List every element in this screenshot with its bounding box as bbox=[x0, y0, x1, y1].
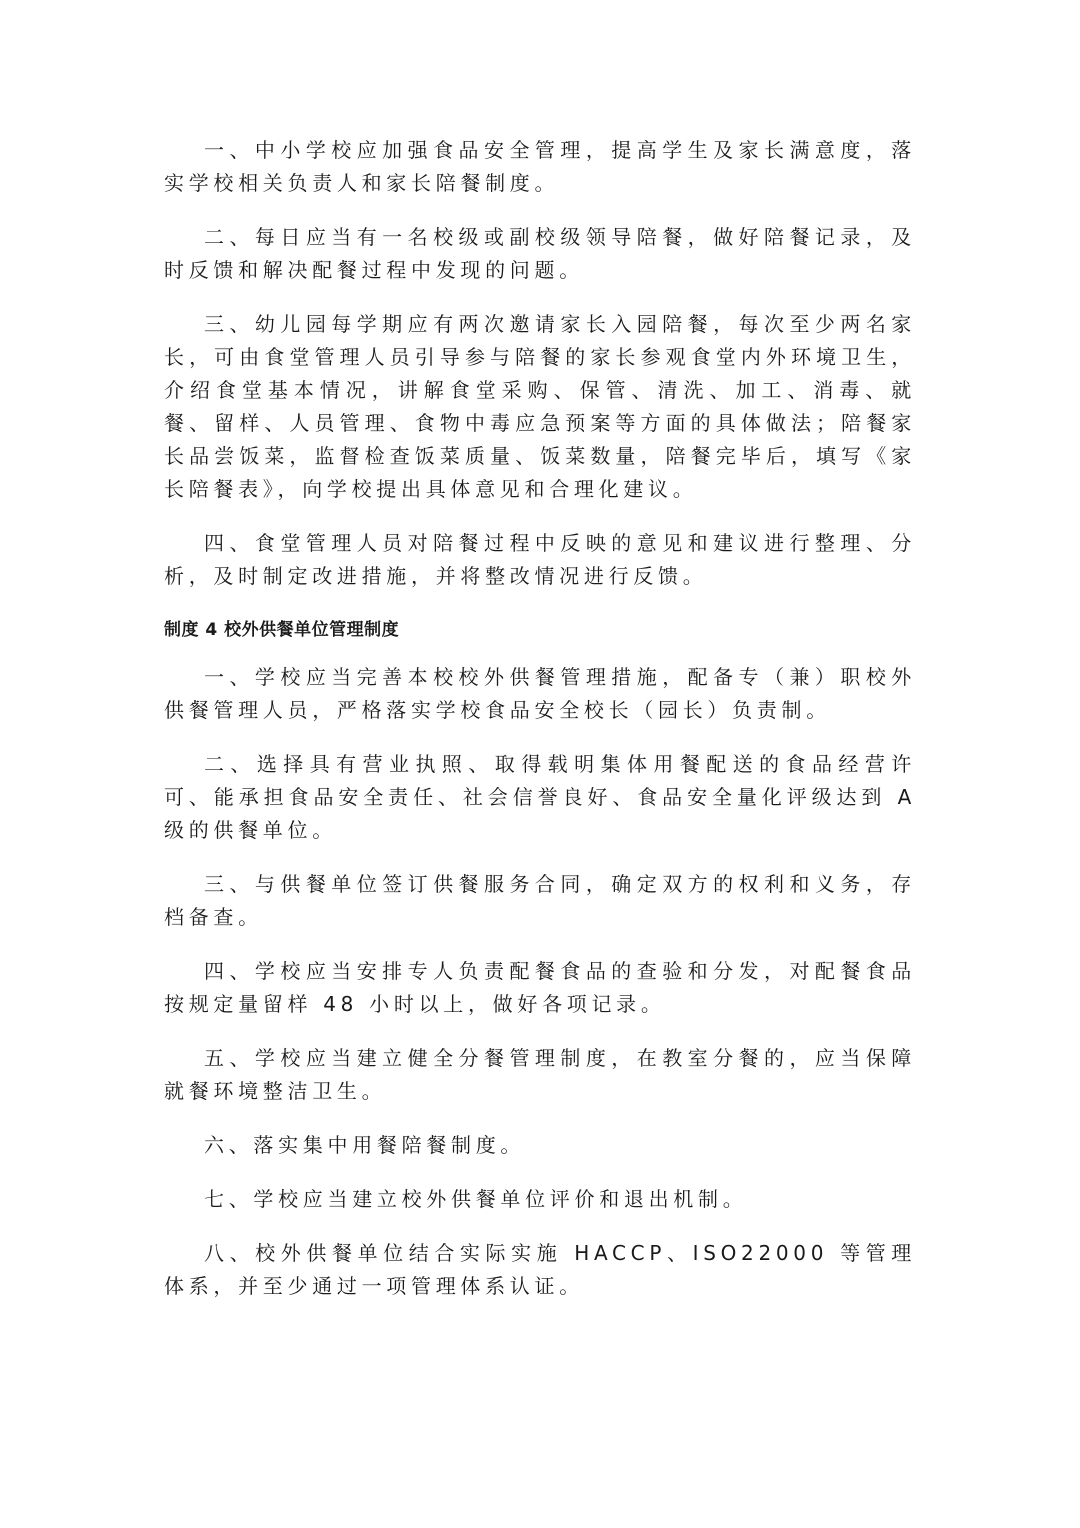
paragraph: 八、校外供餐单位结合实际实施 HACCP、ISO22000 等管理体系，并至少通过一项管理体系认证。 bbox=[164, 1241, 916, 1298]
paragraph: 二、每日应当有一名校级或副校级领导陪餐，做好陪餐记录，及时反馈和解决配餐过程中发现的问题。 bbox=[164, 225, 916, 282]
paragraph: 三、与供餐单位签订供餐服务合同，确定双方的权利和义务，存档备查。 bbox=[164, 872, 916, 929]
paragraph: 一、中小学校应加强食品安全管理，提高学生及家长满意度，落实学校相关负责人和家长陪餐制度。 bbox=[164, 138, 916, 195]
paragraph: 二、选择具有营业执照、取得载明集体用餐配送的食品经营许可、能承担食品安全责任、社会信誉良好、食品安全量化评级达到 A 级的供餐单位。 bbox=[164, 752, 916, 842]
section-heading: 制度 4 校外供餐单位管理制度 bbox=[164, 620, 400, 640]
paragraph: 七、学校应当建立校外供餐单位评价和退出机制。 bbox=[204, 1187, 748, 1211]
paragraph: 三、幼儿园每学期应有两次邀请家长入园陪餐，每次至少两名家长，可由食堂管理人员引导参与陪餐的家长参观食堂内外环境卫生，介绍食堂基本情况，讲解食堂采购、保管、清洗、加工、消毒、就餐、留样、人员管理、食物中毒应急预案等方面的具体做法；陪餐家长品尝饭菜，监督检查饭菜质量、饭菜数量，陪餐完毕后，填写《家长陪餐表》，向学校提出具体意见和合理化建议。 bbox=[164, 312, 916, 501]
document-body bbox=[164, 134, 916, 1303]
paragraph: 四、食堂管理人员对陪餐过程中反映的意见和建议进行整理、分析，及时制定改进措施，并将整改情况进行反馈。 bbox=[164, 531, 916, 588]
paragraph: 五、学校应当建立健全分餐管理制度，在教室分餐的，应当保障就餐环境整洁卫生。 bbox=[164, 1046, 916, 1103]
paragraph: 六、落实集中用餐陪餐制度。 bbox=[204, 1133, 526, 1157]
paragraph: 一、学校应当完善本校校外供餐管理措施，配备专（兼）职校外供餐管理人员，严格落实学校食品安全校长（园长）负责制。 bbox=[164, 665, 916, 722]
paragraph: 四、学校应当安排专人负责配餐食品的查验和分发，对配餐食品按规定量留样 48 小时以上，做好各项记录。 bbox=[164, 959, 916, 1016]
